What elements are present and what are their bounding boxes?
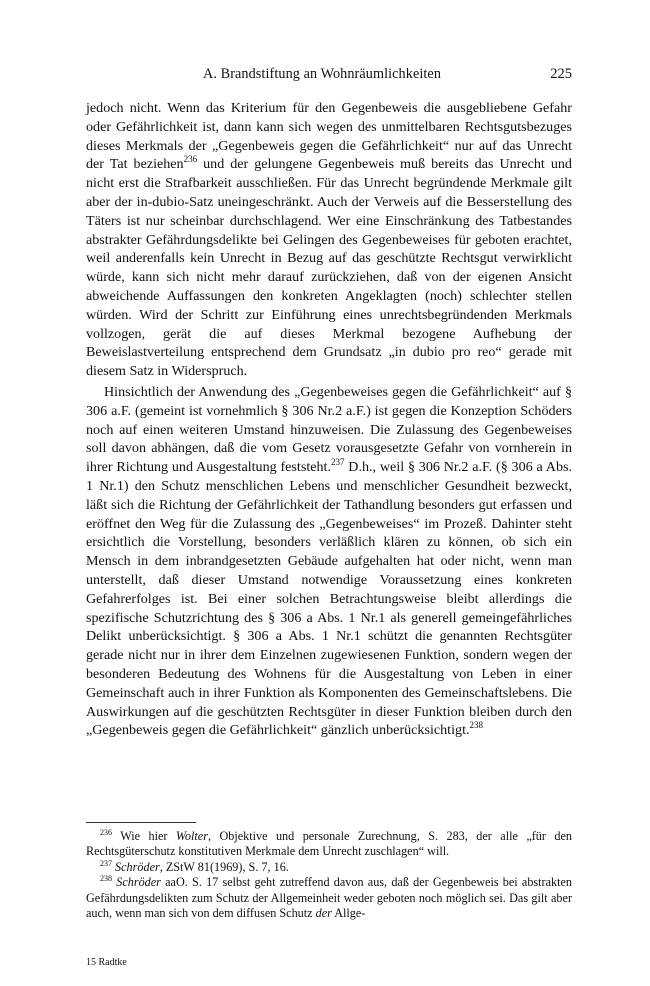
footnote-divider [86, 822, 196, 823]
footnote-author: Schröder [116, 875, 161, 890]
footnote-text: Allge- [331, 906, 366, 921]
page-number: 225 [550, 66, 572, 82]
footnotes [86, 829, 572, 921]
main-text [86, 99, 572, 740]
footnote-ref-238[interactable]: 238 [469, 720, 484, 731]
paragraph-2-text-b: D.h., weil § 306 Nr.2 a.F. (§ 306 a Abs. 1 Nr.1) den Schutz menschlichen Lebens und menschlicher Gesundheit bezweckt, läßt sich die Richtung der Gefährlichkeit der Tathandlung besonders gut erfassen und eröffnet den Weg für die Zulassung des „Gegenbeweises“ im Prozeß. Dahinter steht ersichtlich die Vorstellung, besonders verläßlich klären zu können, ob sich ein Mensch in dem inbrandgesetzten Gebäude aufgehalten hat oder nicht, wenn man unterstellt, daß dieser Umstand notwendige Voraussetzung eines konkreten Gefahrerfolges ist. Bei einer solchen Betrachtungsweise bleibt allerdings die spezifische Schutzrichtung des § 306 a Abs. 1 Nr.1 als generell gemeingefährliches Delikt unberücksichtigt. § 306 a Abs. 1 Nr.1 schützt die genannten Rechtsgüter gerade nicht nur in ihrer dem Einzelnen zugewiesenen Funktion, sondern wegen der besonderen Bedeutung des Wohnens für die Ausgestaltung von Leben in einer Gemeinschaft auch in ihrer Funktion als Komponenten des Gemeinschaftslebens. Die Auswirkungen auf die geschützten Rechtsgüter in dieser Funktion bleiben durch den „Gegenbeweis gegen die Gefährlichkeit“ gänzlich unberücksichtigt. [86, 459, 573, 739]
footnote-238 [86, 875, 572, 921]
footnote-number: 238 [100, 874, 112, 884]
footnote-number: 237 [100, 858, 112, 868]
paragraph-1-text-b: und der gelungene Gegenbeweis muß bereits das Unrecht und nicht erst die Strafbarkeit ausschließen. Für das Unrecht begründende Merkmale gilt aber der in-dubio-Satz uneingeschränkt. Auch der Verweis auf die Besserstellung des Täters ist nur scheinbar durchschlagend. Wer eine Einschränkung des Tatbestandes abstrakter Gefährdungsdelikte bei Gelingen des Gegenbeweises für geboten erachtet, weil anderenfalls kein Unrecht in Bezug auf das geschützte Rechtsgut verwirklicht würde, kann sich nicht mehr darauf zurückziehen, daß von der eigenen Ansicht abweichende Auffassungen den konkreten Angeklagten (noch) schlechter stellen würden. Wird der Schritt zur Einführung eines unrechtsbegründenden Merkmals vollzogen, gerät die auf dieses Merkmal bezogene Aufhebung der Beweislastverteilung entsprechend dem Grundsatz „in dubio pro reo“ gerade mit diesem Satz in Widerspruch. [86, 156, 572, 380]
signature-mark: 15 Radtke [86, 957, 127, 968]
running-head: A. Brandstiftung an Wohnräumlichkeiten [203, 66, 442, 82]
footnote-author: Schröder [115, 859, 160, 874]
footnote-236 [86, 829, 572, 860]
footnote-number: 236 [100, 828, 112, 837]
paragraph-1-text-a: jedoch nicht. Wenn das Kriterium für den Gegenbeweis die ausgebliebene Gefahr oder Gefährlichkeit ist, dann kann sich wegen des unmittelbaren Rechtsgutsbezuges dieses Merkmals der „Gegenbeweis gegen die Gefährlichkeit“ nur auf das Unrecht der Tat beziehen [86, 100, 572, 173]
paragraph-2 [86, 383, 572, 740]
footnote-ref-236[interactable]: 236 [183, 154, 198, 165]
footnote-237 [86, 860, 572, 875]
footnote-text: Wie hier [112, 829, 176, 843]
footnote-emphasis: der [315, 906, 332, 921]
paragraph-1 [86, 99, 572, 381]
page-header [86, 66, 572, 86]
footnote-text: , Objektive und personale Zurechnung, S. 283, der alle „für den Rechtsgüterschutz konstitutiven Merkmale dem Unrecht zuschlagen“ will. [86, 829, 572, 859]
footnote-text: , ZStW 81(1969), S. 7, 16. [159, 859, 289, 874]
footnote-ref-237[interactable]: 237 [330, 457, 345, 468]
footnote-author: Wolter [175, 829, 208, 843]
paragraph-2-text-a: Hinsichtlich der Anwendung des „Gegenbeweises gegen die Gefährlichkeit“ auf § 306 a.F. (gemeint ist vornehmlich § 306 Nr.2 a.F.) ist gegen die Konzeption Schöders noch auf einen weiteren Umstand hinzuweisen. Die Zulassung des Gegenbeweises soll davon abhängen, daß die vom Gesetz vorausgesetzte Gefahr von vornherein in ihrer Richtung und Ausgestaltung feststeht. [86, 383, 572, 476]
footnote-text: aaO. S. 17 selbst geht zutreffend davon aus, daß der Gegenbeweis bei abstrakten Gefährdungsdelikten zum Schutz der Allgemeinheit weder geboten noch möglich sei. Das gilt aber auch, wenn man sich von dem diffusen Schutz [86, 875, 573, 921]
